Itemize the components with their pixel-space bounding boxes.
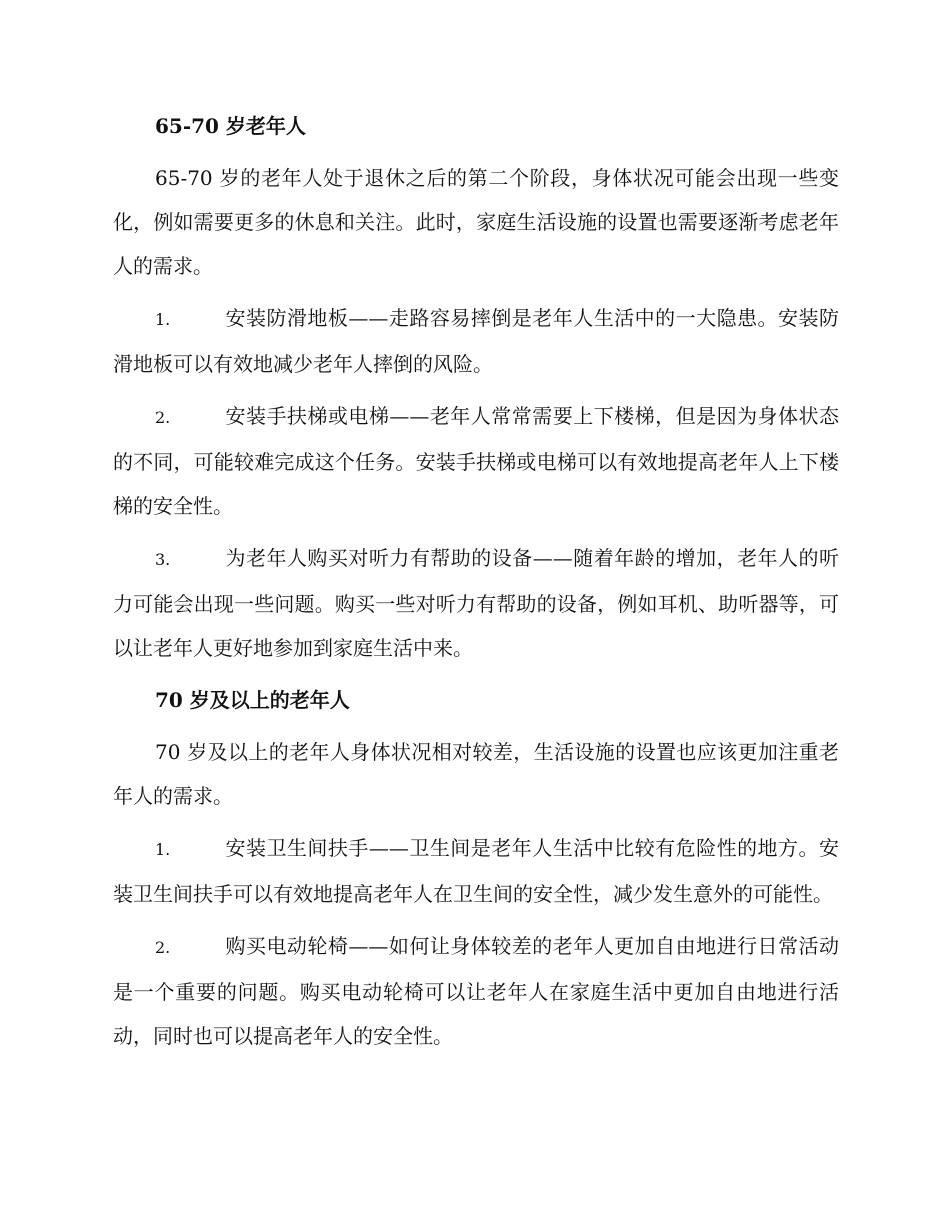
section-intro-70-plus: 70 岁及以上的老年人身体状况相对较差，生活设施的设置也应该更加注重老年人的需求。 <box>113 740 839 808</box>
section-intro-65-70: 65-70 岁的老年人处于退休之后的第二个阶段，身体状况可能会出现一些变化，例如需要更多的休息和关注。此时，家庭生活设施的设置也需要逐渐考虑老年人的需求。 <box>113 166 839 278</box>
list-item-text: 为老年人购买对听力有帮助的设备——随着年龄的增加，老年人的听力可能会出现一些问题。购买一些对听力有帮助的设备，例如耳机、助听器等，可以让老年人更好地参加到家庭生活中来。 <box>113 546 839 660</box>
list-item <box>113 924 839 1058</box>
section-heading-70-plus: 70 岁及以上的老年人 <box>155 688 350 712</box>
list-item-number: 3. <box>155 550 171 569</box>
list-item-text: 安装防滑地板——走路容易摔倒是老年人生活中的一大隐患。安装防滑地板可以有效地减少老年人摔倒的风险。 <box>113 306 839 376</box>
list-item-text: 购买电动轮椅——如何让身体较差的老年人更加自由地进行日常活动是一个重要的问题。购买电动轮椅可以让老年人在家庭生活中更加自由地进行活动，同时也可以提高老年人的安全性。 <box>113 934 839 1048</box>
list-item <box>113 394 839 528</box>
document-body <box>113 104 839 1066</box>
list-item-text: 安装卫生间扶手——卫生间是老年人生活中比较有危险性的地方。安装卫生间扶手可以有效地提高老年人在卫生间的安全性，减少发生意外的可能性。 <box>113 836 839 906</box>
list-item-number: 2. <box>155 938 171 957</box>
list-item-text: 安装手扶梯或电梯——老年人常常需要上下楼梯，但是因为身体状态的不同，可能较难完成这个任务。安装手扶梯或电梯可以有效地提高老年人上下楼梯的安全性。 <box>113 404 839 518</box>
list-item <box>113 536 839 670</box>
list-item <box>113 296 839 386</box>
list-item-number: 2. <box>155 408 171 427</box>
list-item-number: 1. <box>155 310 171 329</box>
section-heading-65-70: 65-70 岁老年人 <box>155 114 306 138</box>
list-item <box>113 826 839 916</box>
list-item-number: 1. <box>155 840 171 859</box>
